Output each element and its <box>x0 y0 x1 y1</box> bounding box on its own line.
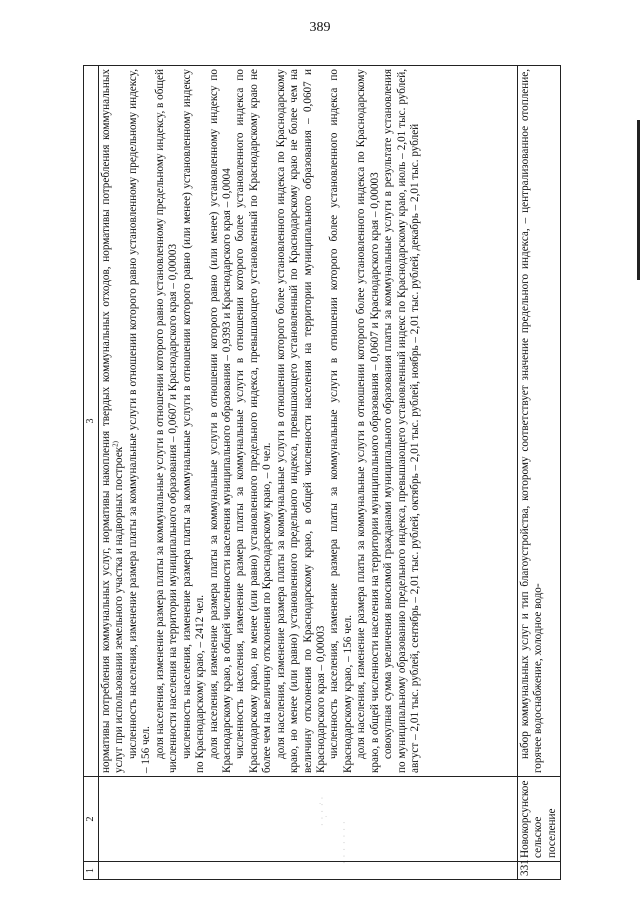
paragraph: нормативы потребления коммунальных услуг, нормативы накопления твердых коммунальных отходов, нормативы потребления коммунальных услуг при использовании земельного участка и надворных построек$^{2)}$ <box>100 69 126 773</box>
paragraph: набор коммунальных услуг и тип благоустройства, которому соответствует значение предельного индекса, – централизованное отопление, горячее водоснабжение, холодное водо- <box>518 69 545 773</box>
row-number-cell: 331 <box>517 862 560 880</box>
page-number: 389 <box>309 20 331 35</box>
paragraph: численность населения, изменение размера платы за коммунальные услуги в отношении которого более установленного индекса по Краснодарскому краю, но менее (или равно) установленного предельного индекса, превышающего установленный по Краснодарскому краю не более чем на величину отклонения по Краснодарскому краю, – 0 чел. <box>234 69 274 773</box>
header-cell: 2 <box>84 777 99 862</box>
paragraph: доля населения, изменение размера платы за коммунальные услуги в отношении которого равно установленному предельному индексу, в общей численности населения на территории муниципального образования – 0,0607 и Краснодарского края – 0,00003 <box>153 69 180 773</box>
table-row <box>99 66 518 880</box>
paragraph: совокупная сумма увеличения вносимой гражданами муниципального образования платы за коммунальные услуги в результате установления по муниципальному образованию предельного индекса, превышающего установленный индекс по Краснодарскому краю, июль – 2,01 тыс. рублей, август – 2,01 тыс. рублей, сентябрь – 2,01 тыс. рублей, октябрь – 2,01 тыс. рублей, ноябрь – 2,01 тыс. рублей, декабрь – 2,01 тыс. рублей <box>382 69 422 773</box>
paragraph: численность населения, изменение размера платы за коммунальные услуги в отношении которого равно (или менее) установленному индексу по Краснодарскому краю, – 2412 чел. <box>180 69 207 773</box>
rotated-table-wrapper <box>83 65 561 880</box>
paragraph: численность населения, изменение размера платы за коммунальные услуги в отношении которого равно установленному предельному индексу, – 156 чел. <box>126 69 153 773</box>
header-cell: 3 <box>84 66 99 777</box>
paragraph: доля населения, изменение размера платы за коммунальные услуги в отношении которого равно (или менее) установленному индексу по Краснодарскому краю, в общей численности населения муниципального образования – 0,9393 и Краснодарского края – 0,0004 <box>207 69 233 773</box>
municipality-name-cell: Новокорсунское сельское поселение <box>517 777 560 862</box>
table-header-row <box>84 66 99 880</box>
table-row <box>517 66 560 880</box>
header-cell: 1 <box>84 862 99 880</box>
document-table <box>83 65 561 880</box>
paragraph: доля населения, изменение размера платы за коммунальные услуги в отношении которого более установленного индекса по Краснодарскому краю, в общей численности населения на территории муниципального образования – 0,0607 и Краснодарского края – 0,00003 <box>355 69 381 773</box>
row-number-cell <box>99 862 518 880</box>
paragraph: численность населения, изменение размера платы за коммунальные услуги в отношении которого более установленного индекса по Краснодарскому краю, – 156 чел. <box>328 69 354 773</box>
footnote-mark: 2) <box>111 441 120 447</box>
municipality-name-cell <box>99 777 518 862</box>
paragraph: доля населения, изменение размера платы за коммунальные услуги в отношении которого более установленного индекса по Краснодарскому краю, но менее (или равно) установленного предельного индекса, превышающего установленный по Краснодарскому краю не более чем на величину отклонения по Краснодарскому краю, в общей численности населения на территории муниципального образования – 0,0607 и Краснодарского края – 0,00003 <box>274 69 327 773</box>
content-cell <box>99 66 518 777</box>
faint-mark: · · · · · · · <box>340 820 349 864</box>
faint-mark: · ·̣ · ·̇ · <box>318 795 327 826</box>
content-cell <box>517 66 560 777</box>
